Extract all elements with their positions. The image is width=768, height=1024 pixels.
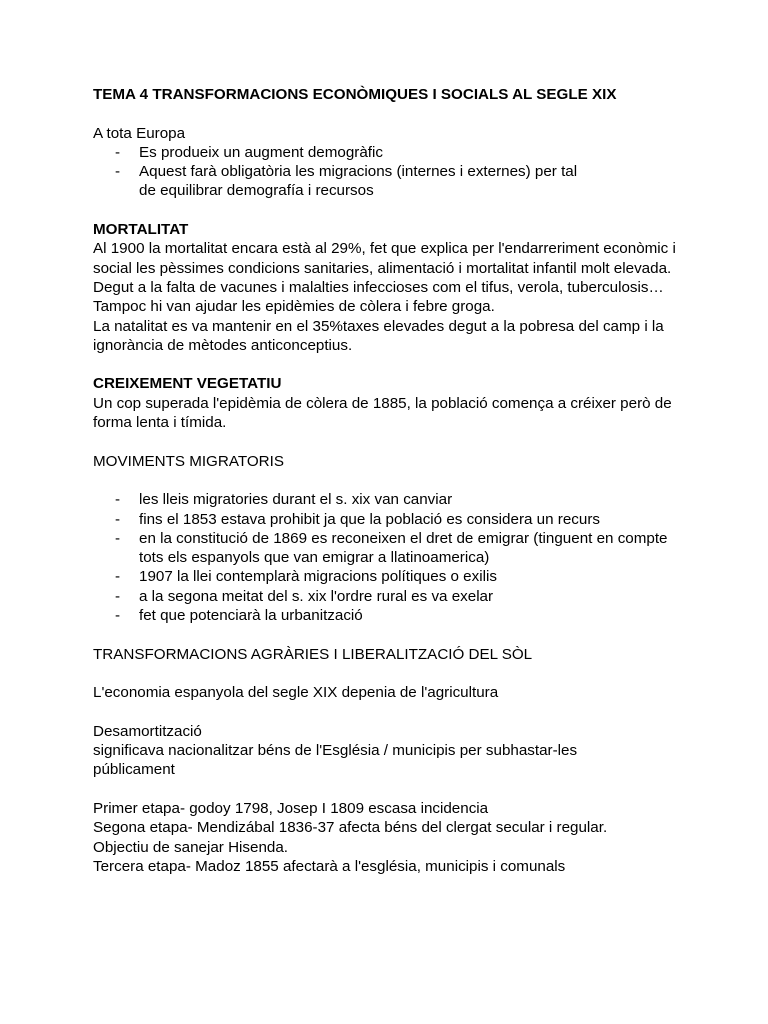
etapa-line: Segona etapa- Mendizábal 1836-37 afecta béns del clergat secular i regular. [93, 819, 608, 837]
list-item: - a la segona meitat del s. xix l'ordre rural es va exelar [93, 587, 693, 606]
etapa-line: Primer etapa- godoy 1798, Josep I 1809 escasa incidencia [93, 799, 489, 817]
migratoris-heading: MOVIMENTS MIGRATORIS [93, 452, 284, 470]
list-item: - en la constitució de 1869 es reconeixen el dret de emigrar (tinguent en compte tots els espanyols que van emigrar a llatinoamerica) [93, 529, 693, 568]
agraries-paragraph: L'economia espanyola del segle XIX depenia de l'agricultura [93, 684, 499, 702]
migratoris-list [93, 490, 693, 625]
etapa-line: Tercera etapa- Madoz 1855 afectarà a l'església, municipis i comunals [93, 857, 566, 875]
list-item: - les lleis migratories durant el s. xix van canviar [93, 490, 693, 509]
desamortitzacio-heading: Desamortització [93, 722, 202, 740]
desamortitzacio-paragraph: significava nacionalitzar béns de l'Església / municipis per subhastar-les públicament [93, 742, 578, 779]
creixement-paragraph: Un cop superada l'epidèmia de còlera de 1885, la població comença a créixer però de forma lenta i tímida. [93, 394, 672, 432]
document-title: TEMA 4 TRANSFORMACIONS ECONÒMIQUES I SOCIALS AL SEGLE XIX [93, 86, 617, 103]
europa-list [93, 143, 693, 201]
list-item: - Aquest farà obligatòria les migracions (internes i externes) per tal de equilibrar demografía i recursos [93, 162, 693, 201]
list-item: - 1907 la llei contemplarà migracions polítiques o exilis [93, 567, 693, 586]
mortalitat-paragraph: Tampoc hi van ajudar les epidèmies de còlera i febre groga. [93, 298, 495, 316]
list-item: - Es produeix un augment demogràfic [93, 143, 693, 162]
list-item: - fet que potenciarà la urbanització [93, 606, 693, 625]
agraries-heading: TRANSFORMACIONS AGRÀRIES I LIBERALITZACIÓ DEL SÒL [93, 645, 533, 663]
mortalitat-heading: MORTALITAT [93, 221, 189, 239]
etapa-line: Objectiu de sanejar Hisenda. [93, 838, 289, 856]
creixement-heading: CREIXEMENT VEGETATIU [93, 375, 282, 393]
mortalitat-paragraph: Al 1900 la mortalitat encara està al 29%, fet que explica per l'endarreriment econòmic i social les pèssimes condicions sanitaries, alimentació i mortalitat infantil molt elevada. Degut a la falta de vacunes i malalties infeccioses com el tifus, verola, tuberculosis… [93, 240, 676, 296]
europa-heading: A tota Europa [93, 124, 186, 142]
mortalitat-paragraph: La natalitat es va mantenir en el 35%taxes elevades degut a la pobresa del camp i la ignorància de mètodes anticonceptius. [93, 317, 664, 354]
list-item: - fins el 1853 estava prohibit ja que la població es considera un recurs [93, 510, 693, 529]
document-body [93, 85, 693, 876]
